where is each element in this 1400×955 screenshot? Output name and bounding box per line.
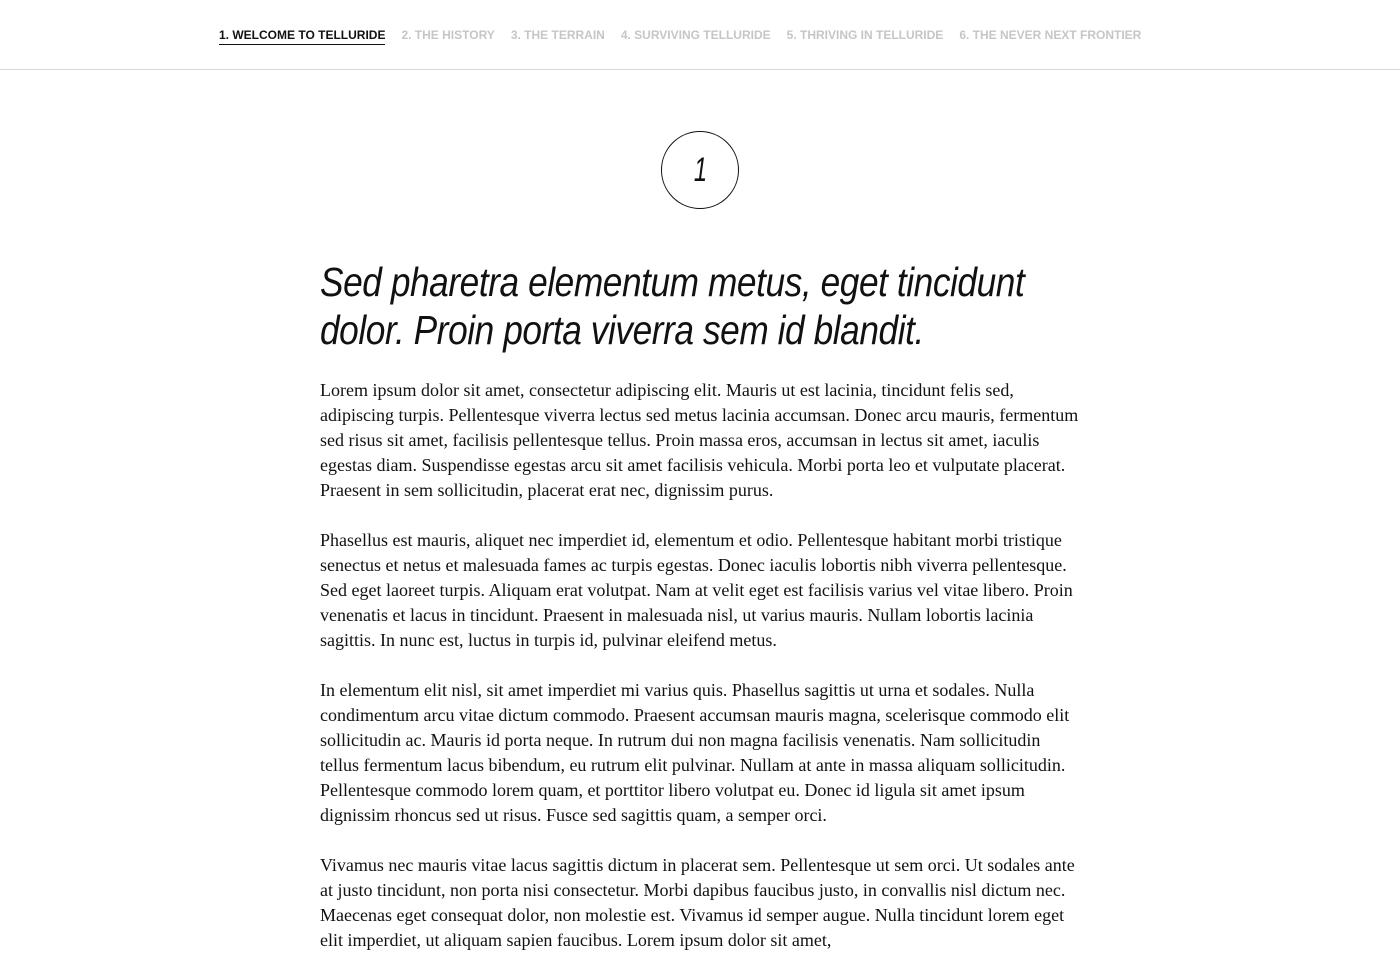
chapter-number-badge — [661, 131, 739, 209]
chapter-number: 1 — [693, 151, 707, 189]
chapter-nav-list — [219, 27, 1141, 45]
nav-item-thriving-in-telluride[interactable]: 5. THRIVING IN TELLURIDE — [786, 28, 944, 42]
article-paragraph: In elementum elit nisl, sit amet imperdiet mi varius quis. Phasellus sagittis ut urna et sodales. Nulla condimentum arcu vitae dictum commodo. Praesent accumsan mauris magna, scelerisque commodo elit sollicitudin ac. Mauris id porta neque. In rutrum dui non magna facilisis venenatis. Nam sollicitudin tellus fermentum lacus bibendum, eu rutrum elit pulvinar. Nullam at ante in massa aliquam sollicitudin. Pellentesque commodo lorem quam, et porttitor libero volutpat eu. Donec id ligula sit amet ipsum dignissim rhoncus sed ut risus. Fusce sed sagittis quam, a semper orci. — [320, 680, 1070, 825]
nav-item-the-terrain[interactable]: 3. THE TERRAIN — [510, 28, 605, 42]
nav-item-the-never-next-frontier[interactable]: 6. THE NEVER NEXT FRONTIER — [959, 28, 1142, 42]
nav-item-welcome-to-telluride[interactable]: 1. WELCOME TO TELLURIDE — [219, 27, 385, 45]
article-paragraph: Vivamus nec mauris vitae lacus sagittis dictum in placerat sem. Pellentesque ut sem orci. Ut sodales ante at justo tincidunt, non porta nisi consectetur. Morbi dapibus faucibus justo, in convallis nisl dictum nec. Maecenas eget consequat dolor, non molestie est. Vivamus id semper augue. Nulla tincidunt lorem eget elit imperdiet, ut aliquam sapien faucibus. Lorem ipsum dolor sit amet, — [320, 855, 1075, 950]
article-body — [320, 258, 1080, 955]
article-paragraph: Lorem ipsum dolor sit amet, consectetur adipiscing elit. Mauris ut est lacinia, tincidunt felis sed, adipiscing turpis. Pellentesque viverra lectus sed metus lacinia accumsan. Donec arcu mauris, fermentum sed risus sit amet, facilisis pellentesque tellus. Proin massa eros, accumsan in lectus sit amet, iaculis egestas diam. Suspendisse egestas arcu sit amet facilisis vehicula. Morbi porta leo et vulputate placerat. Praesent in sem sollicitudin, placerat erat nec, dignissim purus. — [320, 380, 1079, 500]
nav-item-surviving-telluride[interactable]: 4. SURVIVING TELLURIDE — [620, 28, 771, 42]
article-paragraph: Phasellus est mauris, aliquet nec imperdiet id, elementum et odio. Pellentesque habitant morbi tristique senectus et netus et malesuada fames ac turpis egestas. Donec iaculis lobortis nibh viverra pellentesque. Sed eget laoreet turpis. Aliquam erat volutpat. Nam at velit eget est facilisis varius vel vitae libero. Proin venenatis et lacus in tincidunt. Praesent in malesuada nisl, ut varius mauris. Nullam lobortis lacinia sagittis. In nunc est, luctus in turpis id, pulvinar eleifend metus. — [320, 530, 1073, 650]
article-heading: Sed pharetra elementum metus, eget tincidunt dolor. Proin porta viverra sem id blandit. — [320, 259, 1025, 353]
top-navigation — [0, 0, 1400, 70]
nav-item-the-history[interactable]: 2. THE HISTORY — [401, 28, 495, 42]
